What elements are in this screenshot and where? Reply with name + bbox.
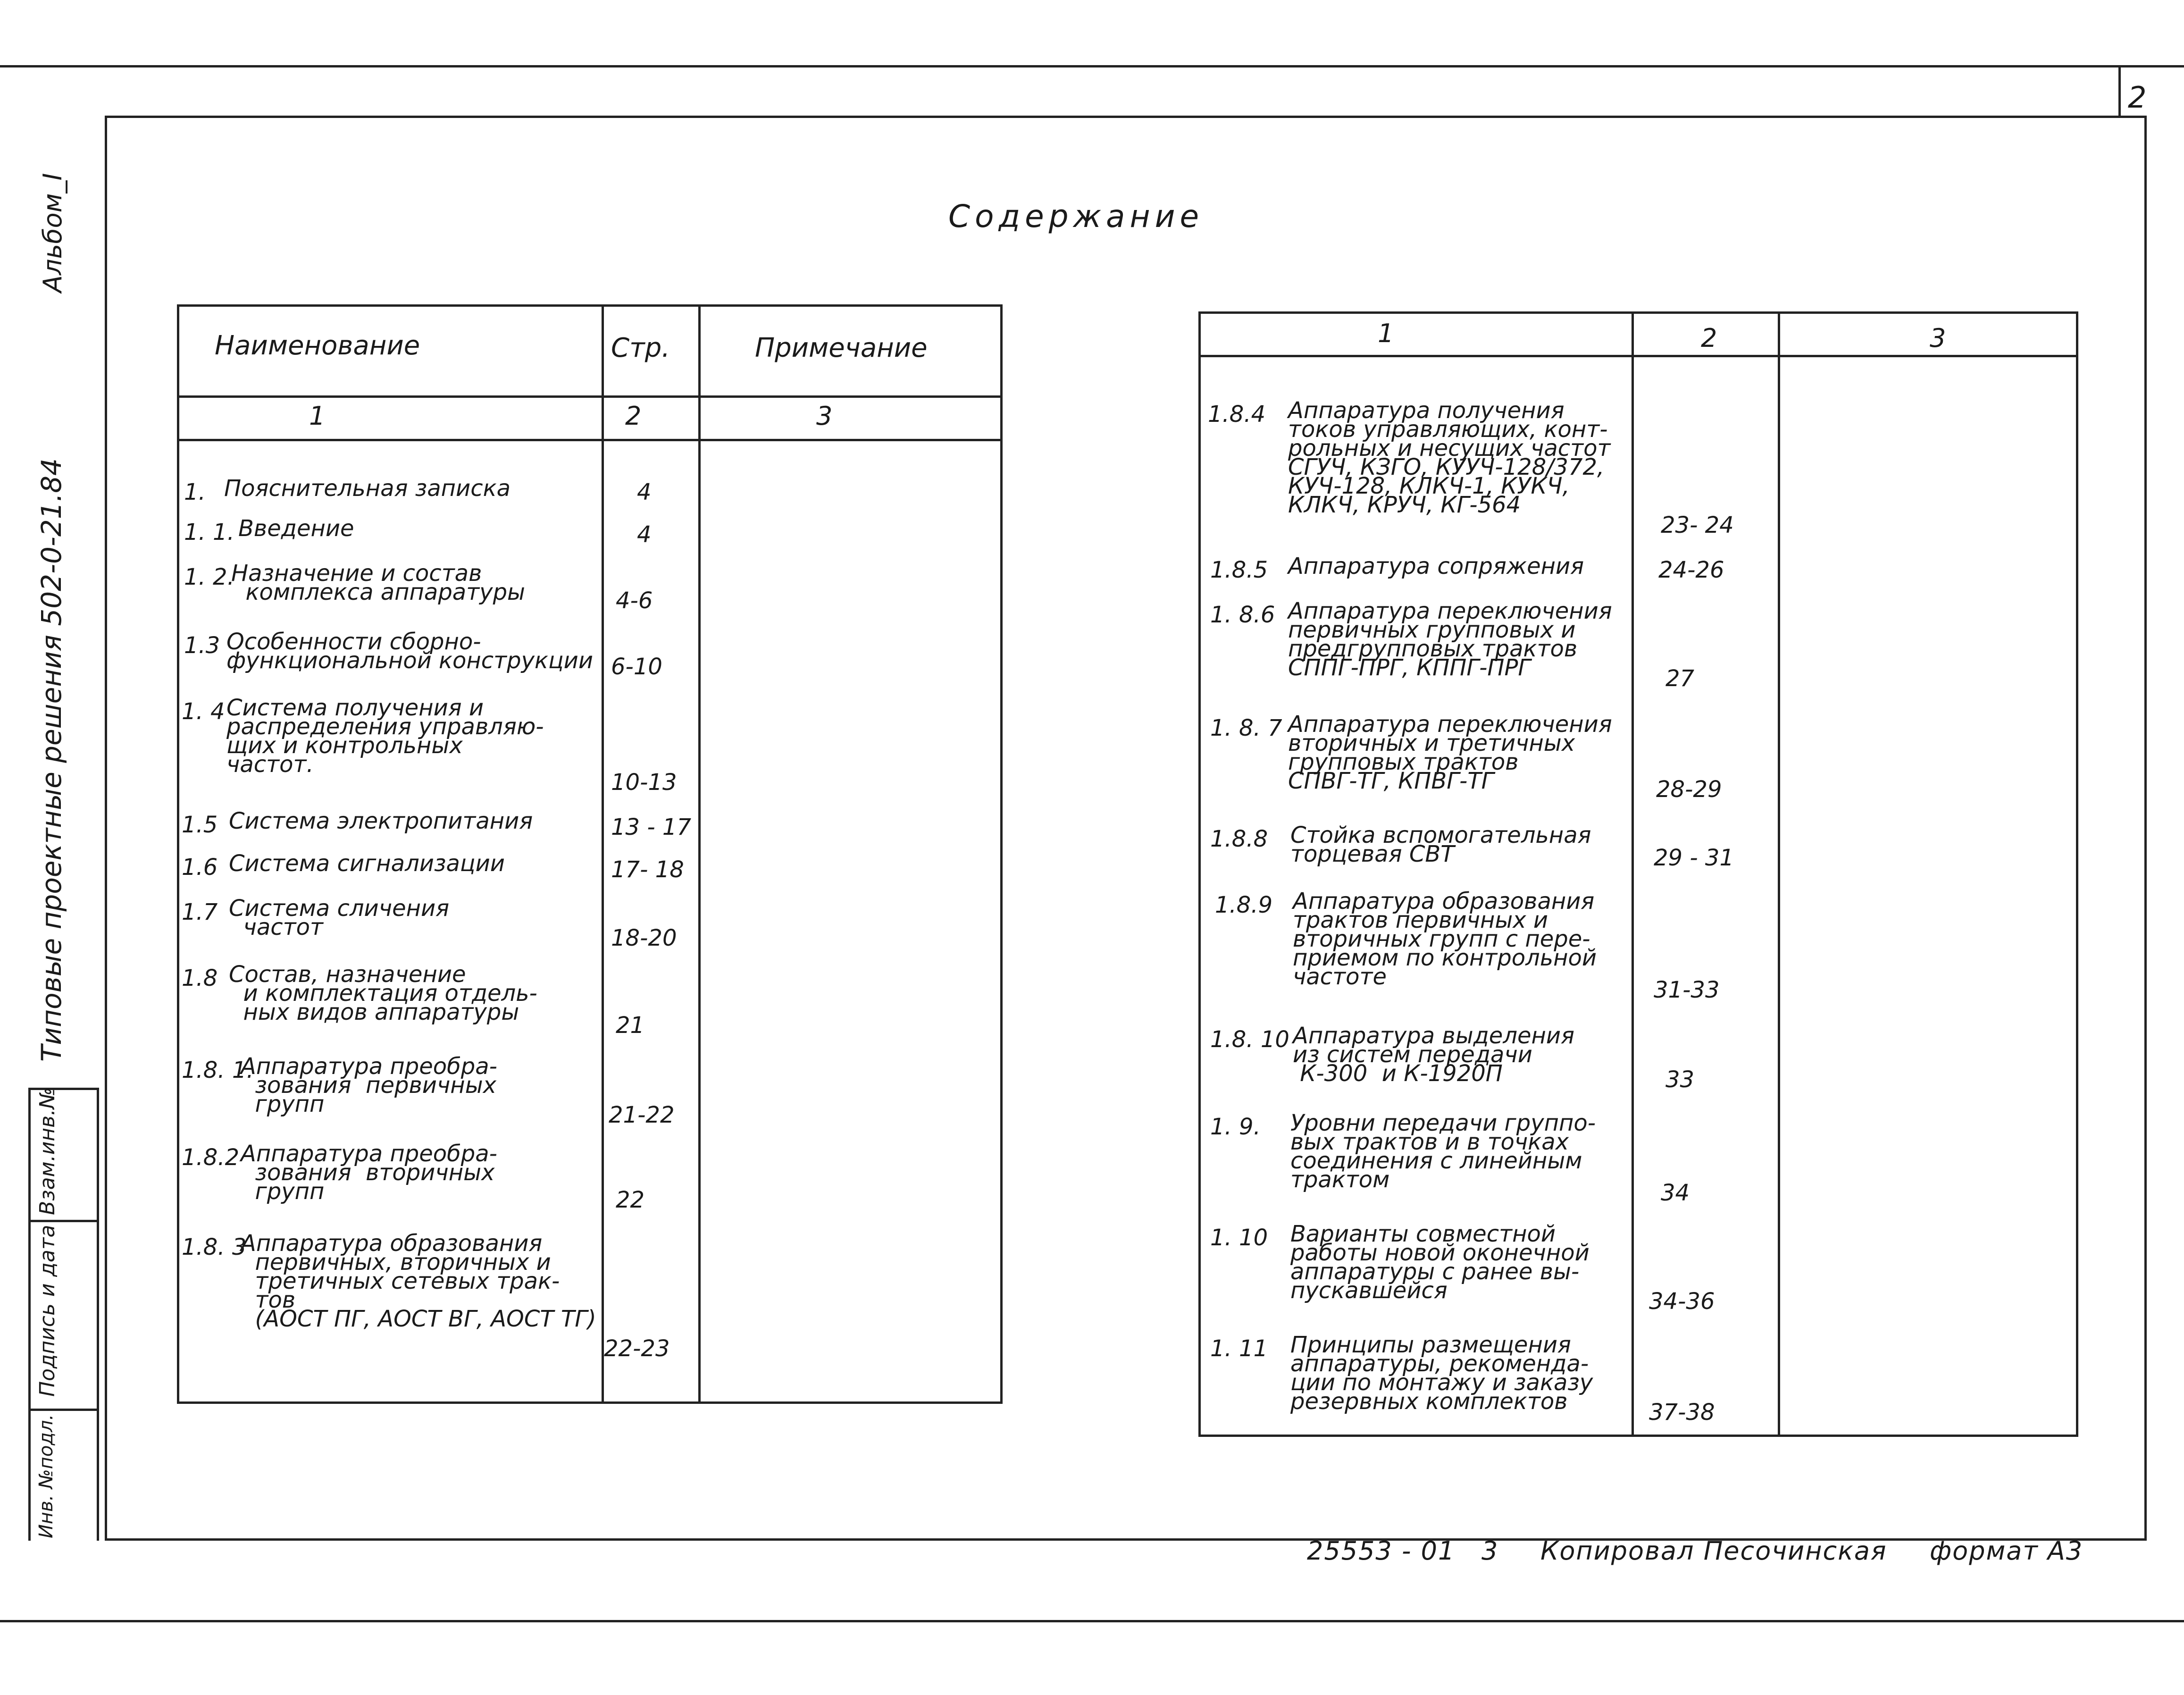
right-table-col-line [1778,311,1780,1437]
margin-strip-line [28,1220,99,1222]
right-row-page: 29 - 31 [1654,845,1734,871]
right-row-name: Аппаратура переключения первичных групповых и предгрупповых трактов СППГ-ПРГ, КППГ-ПРГ [1288,598,1612,681]
right-row-page: 33 [1665,1066,1695,1093]
right-row-name: Аппаратура образования трактов первичных и вторичных групп с пере- приемом по контрольной частоте [1293,888,1597,990]
left-row-page: 10-13 [611,769,677,796]
left-row-page: 4 [637,479,652,505]
left-row-name: Состав, назначение и комплектация отдель- ных видов аппаратуры [229,961,537,1025]
left-row-name: Особенности сборно- функциональной конструкции [226,629,594,674]
left-row-page: 13 - 17 [611,814,691,840]
right-row-page: 27 [1665,665,1695,692]
left-row-num: 1. [184,479,206,505]
right-row-num: 1.8.5 [1210,557,1268,583]
right-row-num: 1.8. 10 [1210,1026,1289,1053]
left-row-num: 1.5 [182,812,218,838]
left-row-num: 1.8. 3 [182,1234,247,1260]
album-label: Альбом_I [38,173,67,293]
right-colnum-1: 1 [1378,319,1394,348]
page-number: 2 [2128,80,2147,115]
right-row-name: Стойка вспомогательная торцевая СВТ [1290,822,1591,867]
left-row-num: 1. 1. [184,519,234,545]
left-row-num: 1. 4 [182,698,225,725]
left-colnum-1: 1 [309,401,326,431]
right-row-name: Аппаратура сопряжения [1288,553,1584,579]
left-row-num: 1.7 [182,899,218,925]
footer-code: 25553 - 01 [1307,1536,1456,1566]
right-colnum-3: 3 [1930,323,1946,353]
right-row-page: 34 [1661,1180,1690,1206]
right-row-name: Варианты совместной работы новой оконечной аппаратуры с ранее вы- пускавшейся [1290,1221,1590,1304]
left-row-page: 4 [637,521,652,548]
left-colnum-2: 2 [625,401,642,431]
right-row-page: 23- 24 [1661,512,1734,538]
left-row-name: Аппаратура преобра- зования первичных групп [241,1053,497,1117]
left-header-name: Наименование [215,330,420,361]
right-row-name: Принципы размещения аппаратуры, рекоменда- ции по монтажу и заказу резервных комплектов [1290,1332,1593,1415]
right-row-name: Аппаратура получения токов управляющих, конт- рольных и несущих частот СГУЧ, КЗГО, КУУЧ-128/372, КУЧ-128, КЛКЧ-1, КУКЧ, КЛКЧ, КРУЧ, КГ-564 [1288,397,1611,518]
series-label: Типовые проектные решения 502-0-21.84 [35,458,67,1062]
right-row-num: 1.8.4 [1208,401,1266,428]
left-row-page: 18-20 [611,925,677,951]
footer-format: формат А3 [1930,1536,2084,1566]
left-header-note: Примечание [755,333,928,363]
right-row-num: 1. 8. 7 [1210,715,1282,741]
left-table-col-line [602,304,604,1404]
left-row-page: 21-22 [609,1102,675,1128]
right-row-name: Аппаратура переключения вторичных и третичных групповых трактов СПВГ-ТГ, КПВГ-ТГ [1288,711,1612,794]
right-row-name: Уровни передачи группо- вых трактов и в точках соединения с линейным трактом [1290,1110,1596,1193]
left-row-page: 6-10 [611,654,662,680]
left-row-num: 1. 2. [184,564,234,590]
stamp-sign-label: Подпись и дата [35,1225,59,1397]
left-row-name: Пояснительная записка [224,475,511,502]
left-row-num: 1.8.2 [182,1144,240,1171]
left-row-name: Аппаратура преобра- зования вторичных групп [241,1141,497,1205]
left-row-name: Введение [238,515,354,542]
right-row-page: 34-36 [1649,1288,1715,1315]
stamp-replace-label: Взам.инв.№ [35,1087,59,1215]
left-row-name: Система получения и распределения управляю- щих и контрольных частот. [226,695,544,778]
right-table-row-line [1198,355,2078,357]
left-row-num: 1.6 [182,854,218,881]
right-row-num: 1.8.9 [1215,892,1273,918]
left-row-page: 17- 18 [611,856,684,883]
left-row-num: 1.8. 1. [182,1057,254,1083]
right-row-num: 1. 8.6 [1210,602,1275,628]
right-table-col-line [1632,311,1634,1437]
right-row-page: 24-26 [1658,557,1724,583]
margin-strip-line [97,1088,99,1541]
left-row-page: 21 [616,1012,645,1039]
left-row-name: Система сличения частот [229,895,450,940]
right-row-num: 1.8.8 [1210,826,1268,852]
left-header-page: Стр. [611,333,670,363]
left-colnum-3: 3 [816,401,833,431]
margin-strip-line [28,1088,31,1541]
right-row-name: Аппаратура выделения из систем передачи К-300 и К-1920П [1293,1023,1574,1087]
left-row-page: 4-6 [616,587,653,614]
left-table-col-line [698,304,701,1404]
left-table-row-line [177,395,1003,398]
right-row-num: 1. 10 [1210,1225,1268,1251]
left-row-num: 1.3 [184,632,220,659]
right-row-num: 1. 11 [1210,1335,1268,1362]
left-row-name: Система электропитания [229,808,533,834]
right-colnum-2: 2 [1701,323,1717,353]
left-row-page: 22 [616,1187,645,1213]
stamp-inv-label: Инв. №подл. [35,1414,57,1538]
left-row-name: Назначение и состав комплекса аппаратуры [231,560,525,605]
left-row-name: Аппаратура образования первичных, вторичных и третичных сетевых трак- тов (АОСТ ПГ, АОСТ ВГ, АОСТ ТГ) [241,1230,596,1332]
left-row-page: 22-23 [604,1335,670,1362]
footer-sheet: 3 [1481,1536,1499,1566]
left-row-name: Система сигнализации [229,850,505,877]
footer-copied: Копировал Песочинская [1540,1536,1887,1566]
right-row-page: 37-38 [1649,1399,1715,1426]
margin-strip-line [28,1409,99,1411]
right-row-num: 1. 9. [1210,1114,1261,1140]
left-table-row-line [177,439,1003,441]
page-title: Содержание [948,198,1204,235]
left-row-num: 1.8 [182,965,218,991]
right-row-page: 28-29 [1656,776,1722,803]
right-row-page: 31-33 [1654,977,1720,1003]
page-box-left [2118,65,2121,117]
